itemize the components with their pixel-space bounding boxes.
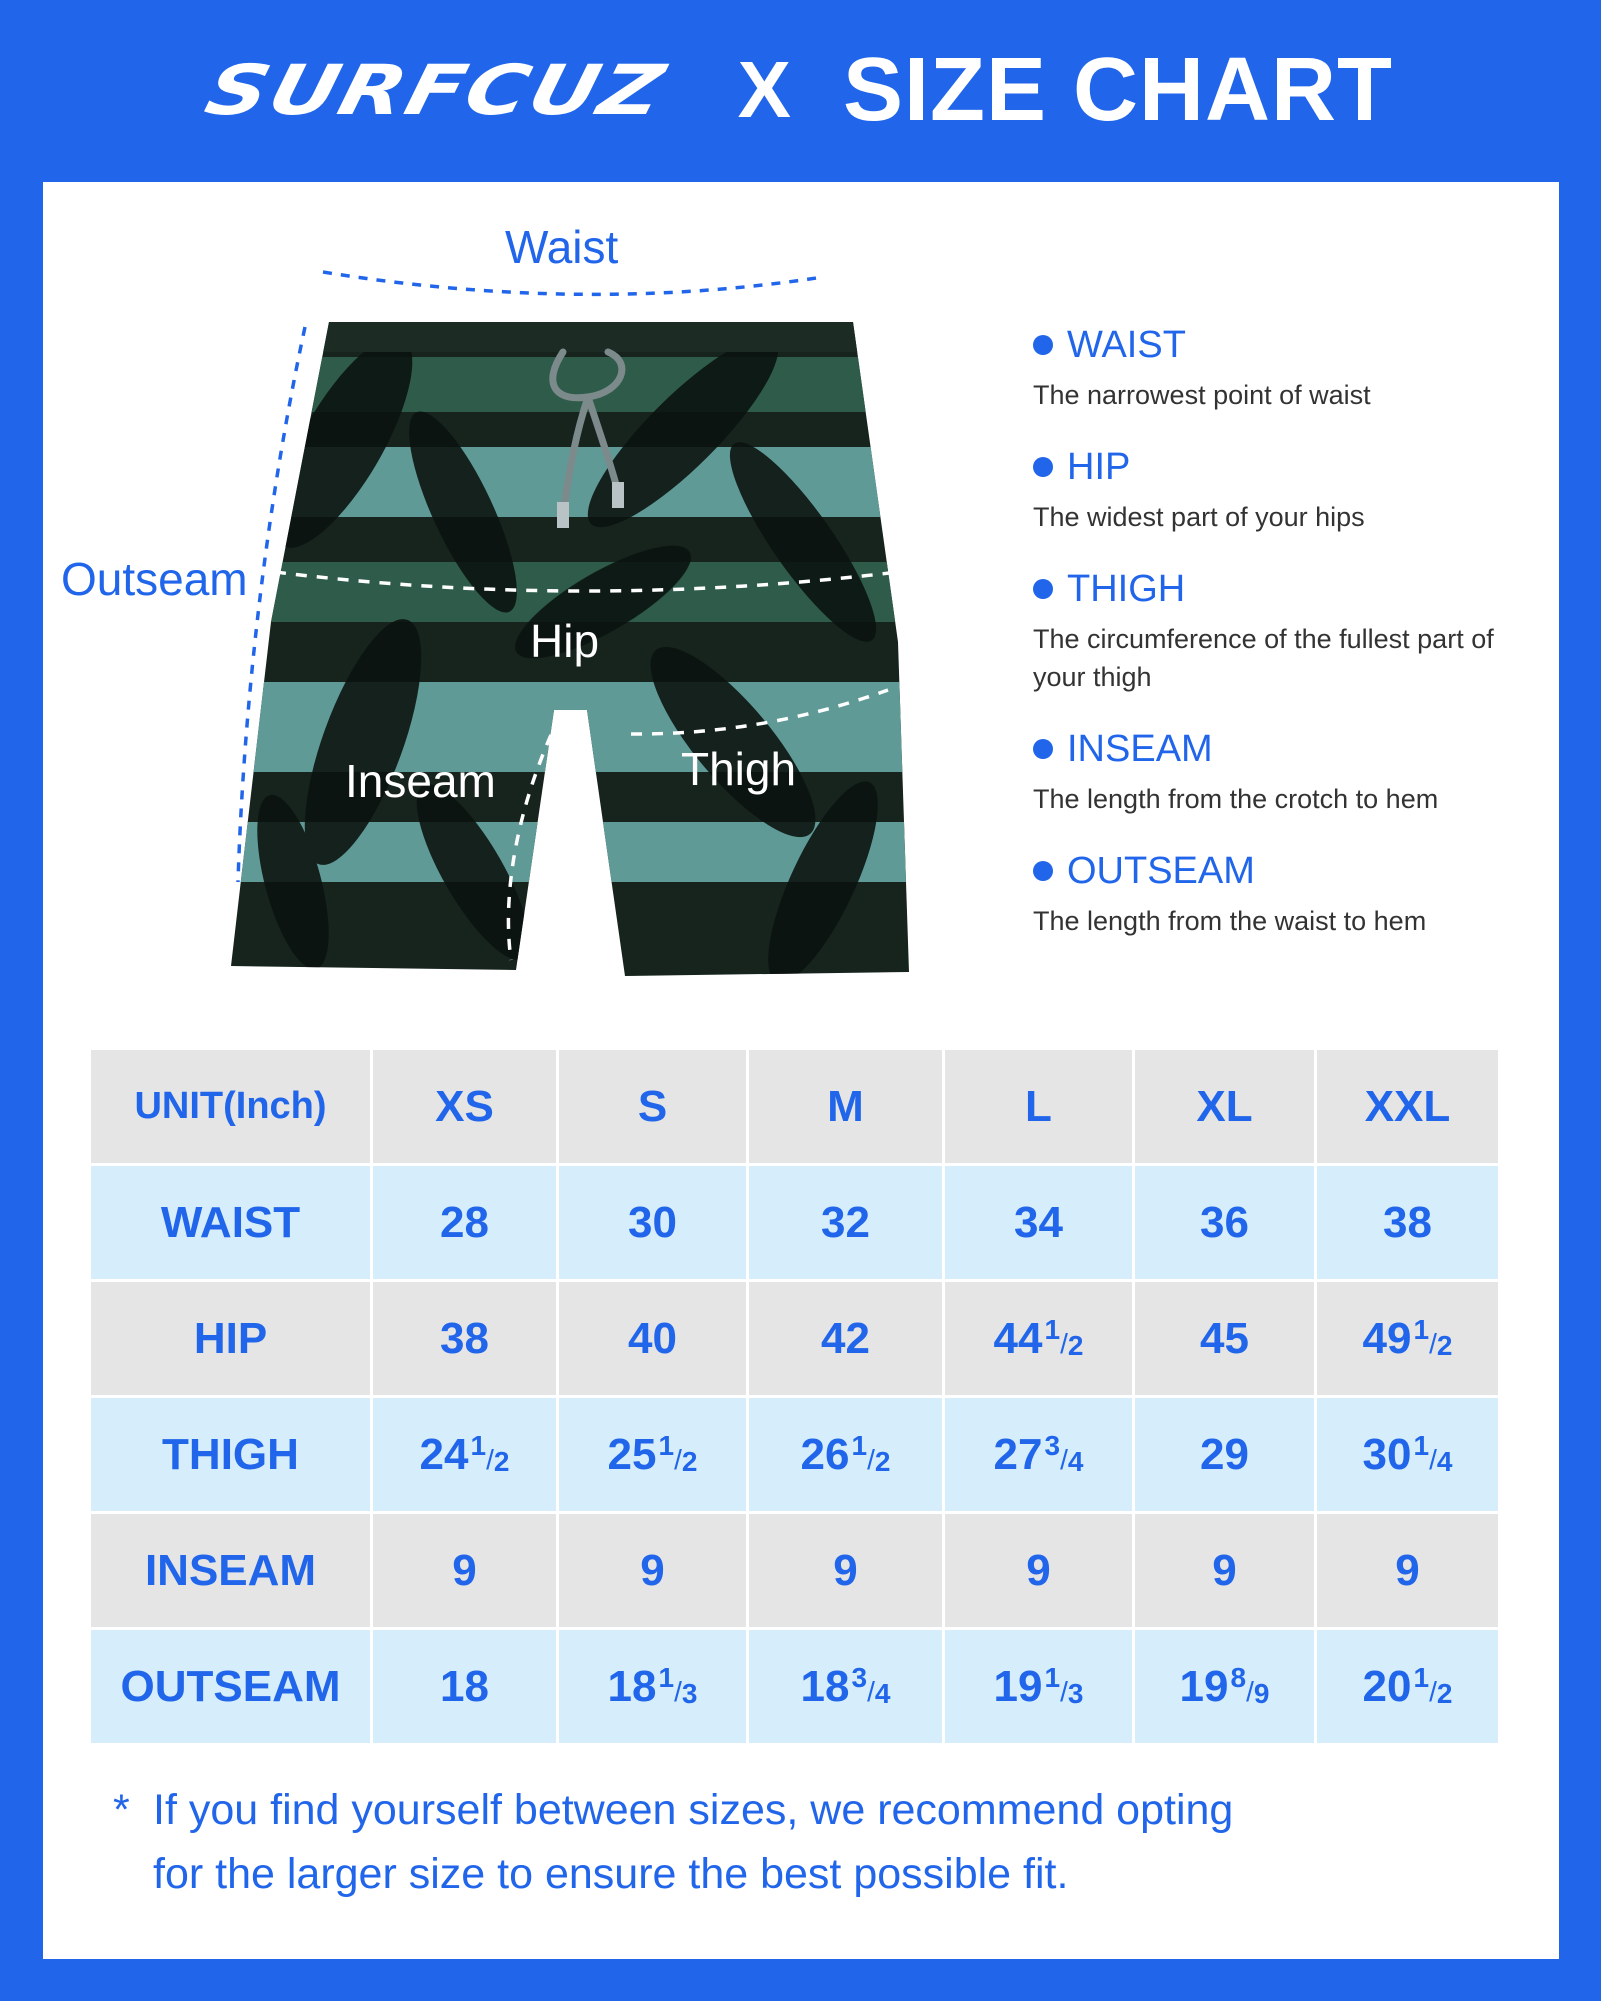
definition-outseam [1025,848,1545,940]
note-line-1 [113,1778,1533,1842]
content-panel [43,182,1559,1959]
row-label-thigh: THIGH [90,1397,372,1513]
definition-term: THIGH [1067,568,1186,610]
measurement-value: 19$^1$/3 [993,1661,1084,1711]
measurement-value: 30 [628,1197,677,1247]
row-label-inseam: INSEAM [90,1513,372,1629]
note-line-2: for the larger size to ensure the best possible fit. [153,1850,1069,1898]
size-cell [1134,1281,1316,1397]
table-row [90,1629,1500,1745]
header [0,0,1601,180]
size-cell [558,1629,748,1745]
definition-text: The length from the waist to hem [1033,906,1427,936]
definition-text: The length from the crotch to hem [1033,784,1439,814]
measurement-value: 9 [1212,1545,1237,1595]
size-cell [944,1165,1134,1281]
size-cell [748,1513,944,1629]
waist-label: Waist [505,221,619,273]
measurement-value: 9 [833,1545,858,1595]
outseam-label: Outseam [61,553,248,605]
measurement-definitions [1025,322,1545,970]
size-cell [748,1165,944,1281]
definition-inseam [1025,726,1545,818]
size-cell [372,1281,558,1397]
shorts-diagram [43,182,943,1012]
size-table [88,1047,1501,1746]
definition-text: The circumference of the fullest part of your thigh [1033,624,1494,692]
measurement-value: 19$^8$/9 [1179,1661,1270,1711]
size-cell [1134,1513,1316,1629]
size-cell [372,1397,558,1513]
sizing-note [113,1778,1533,1906]
measurement-value: 9 [1026,1545,1051,1595]
measurement-value: 38 [1383,1197,1432,1247]
size-cell [372,1629,558,1745]
size-cell [1316,1281,1500,1397]
measurement-value: 44$^1$/2 [993,1313,1084,1363]
bullet-icon [1033,861,1053,881]
definition-text: The widest part of your hips [1033,502,1365,532]
size-cell [748,1397,944,1513]
bullet-icon [1033,457,1053,477]
measurement-value: 30$^1$/4 [1362,1429,1453,1479]
measurement-value: 26$^1$/2 [800,1429,891,1479]
row-label-outseam: OUTSEAM [90,1629,372,1745]
size-cell [1134,1629,1316,1745]
size-cell [944,1629,1134,1745]
measurement-value: 18$^1$/3 [607,1661,698,1711]
measurement-value: 29 [1200,1429,1249,1479]
table-row [90,1397,1500,1513]
row-label-waist: WAIST [90,1165,372,1281]
size-cell [372,1513,558,1629]
size-cell [1316,1513,1500,1629]
size-cell [372,1165,558,1281]
size-cell [1134,1165,1316,1281]
note-asterisk: * [113,1786,130,1834]
thigh-label: Thigh [681,743,797,795]
size-header-m: M [748,1049,944,1165]
size-cell [748,1281,944,1397]
size-cell [1316,1397,1500,1513]
size-cell [944,1397,1134,1513]
measurement-value: 42 [821,1313,870,1363]
definition-term: HIP [1067,446,1131,488]
measurement-value: 9 [452,1545,477,1595]
size-cell [558,1397,748,1513]
note-text: If you find yourself between sizes, we recommend opting [153,1786,1234,1834]
table-row [90,1165,1500,1281]
bullet-icon [1033,739,1053,759]
measurement-value: 45 [1200,1313,1249,1363]
table-header-row [90,1049,1500,1165]
inseam-label: Inseam [345,755,496,807]
measurement-value: 28 [440,1197,489,1247]
measurement-value: 9 [640,1545,665,1595]
measurement-value: 49$^1$/2 [1362,1313,1453,1363]
size-cell [944,1281,1134,1397]
size-header-xxl: XXL [1316,1049,1500,1165]
definition-hip [1025,444,1545,536]
size-header-xs: XS [372,1049,558,1165]
measurement-value: 9 [1395,1545,1420,1595]
measurement-value: 18$^3$/4 [800,1661,891,1711]
size-cell [558,1165,748,1281]
definition-term: INSEAM [1067,728,1213,770]
measurement-value: 32 [821,1197,870,1247]
measurement-value: 34 [1014,1197,1063,1247]
measurement-value: 18 [440,1661,489,1711]
hip-label: Hip [530,615,600,667]
definition-waist [1025,322,1545,414]
definition-thigh [1025,566,1545,696]
table-row [90,1513,1500,1629]
size-cell [558,1513,748,1629]
table-row [90,1281,1500,1397]
measurement-value: 25$^1$/2 [607,1429,698,1479]
measurement-value: 27$^3$/4 [993,1429,1084,1479]
size-cell [944,1513,1134,1629]
row-label-hip: HIP [90,1281,372,1397]
definition-text: The narrowest point of waist [1033,380,1371,410]
measurement-value: 24$^1$/2 [419,1429,510,1479]
definition-term: OUTSEAM [1067,850,1255,892]
measurement-value: 38 [440,1313,489,1363]
bullet-icon [1033,335,1053,355]
bullet-icon [1033,579,1053,599]
unit-header: UNIT(Inch) [90,1049,372,1165]
measurement-value: 20$^1$/2 [1362,1661,1453,1711]
size-header-xl: XL [1134,1049,1316,1165]
definition-term: WAIST [1067,324,1186,366]
measurement-value: 40 [628,1313,677,1363]
size-cell [1316,1629,1500,1745]
size-header-s: S [558,1049,748,1165]
size-cell [748,1629,944,1745]
size-cell [1134,1397,1316,1513]
size-cell [558,1281,748,1397]
page-title: SIZE CHART [842,39,1393,140]
header-separator: X [737,45,791,134]
size-cell [1316,1165,1500,1281]
size-header-l: L [944,1049,1134,1165]
brand-logo: SURFCUZ [198,49,674,131]
measurement-value: 36 [1200,1197,1249,1247]
